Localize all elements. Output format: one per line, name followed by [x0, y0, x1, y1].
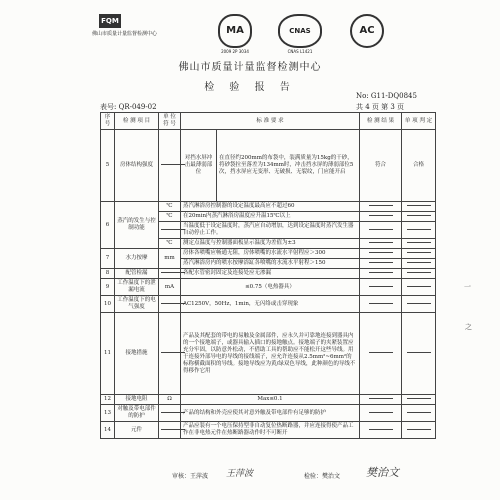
header-verdict: 单 项 判 定	[402, 113, 436, 130]
table-row	[101, 279, 436, 296]
row-unit: ℃	[159, 239, 181, 249]
row-verdict-empty	[402, 269, 436, 279]
page-info: 共 4 页 第 3 页	[356, 103, 405, 111]
header-requirement: 标 准 要 求	[181, 113, 360, 130]
row-result-empty	[360, 222, 402, 239]
row-result-empty	[360, 395, 402, 405]
row-requirement: 蒸汽淋浴房内的喷水按摩浴缸各喷嘴的水流水平射程＞150	[181, 259, 360, 269]
row-seq: 7	[101, 249, 115, 269]
row-unit-empty	[159, 405, 181, 422]
row-requirement: Max≤0.1	[181, 395, 360, 405]
row-requirement: 当温度低于设定温度时，蒸汽应自动增加，达到设定温度时蒸汽发生器自动停止工作。	[181, 222, 360, 239]
row-requirement: 产品及其配套的带电的易触及金属部件，应永久并可靠地连接到器具内的一个接地端子，或器具输入插口的接地触点。接地端子的夹紧装置应充分牢固，以防意外松动，不借助工具的帮助应不能松开这些导线。用于连接外部导电的导线的接线端子，应允许连接从2.5mm²~6mm²的标称横截面积的导线。接地导线应为黄/绿双色导线，此种颜色的导线不得移作它用	[181, 313, 360, 395]
row-seq: 12	[101, 395, 115, 405]
cnas-seal	[278, 14, 322, 54]
row-item: 水力按摩	[115, 249, 159, 269]
table-row	[101, 296, 436, 313]
row-result-empty	[360, 422, 402, 439]
row-verdict-empty	[402, 222, 436, 239]
row-item: 元件	[115, 422, 159, 439]
cma-seal-caption: 2009 2P 3034	[221, 49, 249, 54]
row-seq: 10	[101, 296, 115, 313]
row-result-empty	[360, 296, 402, 313]
row-unit: ℃	[159, 212, 181, 222]
check-label: 检验：	[304, 473, 323, 480]
row-requirement: 产品应装有一个电压保持型非自动复位热断路器，并应连接得使产品工作在非电热元件在热断路器动作时不可断开	[181, 422, 360, 439]
row-requirement: 测定点温度与控制器面板显示温度为差值为±3	[181, 239, 360, 249]
cnas-seal-mark: CNAS	[278, 14, 322, 48]
auditor-block	[172, 471, 208, 480]
fqm-logo	[92, 14, 158, 37]
form-number: 表号: QR-049-02	[100, 103, 157, 111]
row-unit-empty	[159, 269, 181, 279]
row-item: 工作温度下的泄漏电流	[115, 279, 159, 296]
row-item: 接地措施	[115, 313, 159, 395]
row-result-empty	[360, 313, 402, 395]
row-verdict-empty	[402, 202, 436, 212]
header-result: 检 测 结 果	[360, 113, 402, 130]
row-requirement: AC1250V，50Hz，1min，无闪络或击穿现象	[181, 296, 360, 313]
table-row	[101, 130, 436, 202]
row-verdict-empty	[402, 279, 436, 296]
row-verdict-empty	[402, 395, 436, 405]
table-row	[101, 422, 436, 439]
row-seq: 6	[101, 202, 115, 249]
row-result-empty	[360, 279, 402, 296]
row-result-empty	[360, 249, 402, 259]
auditor-signature: 王萍波	[226, 469, 254, 479]
ac-seal-mark: AC	[350, 14, 384, 48]
margin-mark-1: 一	[464, 283, 471, 291]
row-unit: mm	[159, 249, 181, 269]
row-verdict: 合格	[402, 130, 436, 202]
row-result-empty	[360, 239, 402, 249]
row-requirement: 产品的结构和外壳应使其对意外触及带电部件有足够的防护	[181, 405, 360, 422]
auditor-name: 王萍波	[190, 473, 209, 480]
row-requirement: 房体各喷嘴应畅通无阻，房体喷嘴的水流水平射程应＞300	[181, 249, 360, 259]
report-title: 佛山市质量计量监督检测中心	[178, 62, 322, 73]
row-unit: Ω	[159, 395, 181, 405]
header-seq: 序号	[101, 113, 115, 130]
row-unit-empty	[159, 296, 181, 313]
table-row	[101, 405, 436, 422]
row-seq: 9	[101, 279, 115, 296]
table-row	[101, 395, 436, 405]
row-result-empty	[360, 269, 402, 279]
report-number: No: G11-DQ0845	[356, 92, 417, 100]
row-requirement: 在20min内蒸汽淋浴房温度应升温15℃以上	[181, 212, 360, 222]
row-verdict-empty	[402, 249, 436, 259]
row-subitem: 对挡水屏冲击最薄弱部位	[181, 130, 217, 202]
row-requirement: ≤0.75（电热器具）	[181, 279, 360, 296]
row-item: 房体结构强度	[115, 130, 159, 202]
cma-seal	[218, 14, 252, 54]
row-result-empty	[360, 405, 402, 422]
row-unit-empty	[159, 422, 181, 439]
row-result-empty	[360, 202, 402, 212]
row-seq: 11	[101, 313, 115, 395]
header-unit: 单 位 符 号	[159, 113, 181, 130]
row-result-empty	[360, 259, 402, 269]
header-item: 检 测 项 目	[115, 113, 159, 130]
table-row	[101, 313, 436, 395]
logo-bar	[88, 14, 398, 58]
fqm-caption: 佛山市质量计量监督检测中心	[92, 31, 158, 37]
row-requirement: 在直径约200mm的布袋中，装满质量为15kg的干砂，将砂袋拉至落差为134mm时，冲击挡水屏的薄弱部位5次，挡水屏应无变形、无破损、无裂纹，门应能开启	[217, 130, 360, 202]
row-requirement: 蒸汽淋浴房控制器的设定温度最高应不超过60	[181, 202, 360, 212]
row-verdict-empty	[402, 239, 436, 249]
row-verdict-empty	[402, 212, 436, 222]
checker-signature: 樊治文	[366, 466, 399, 479]
row-item: 对触及带电部件的防护	[115, 405, 159, 422]
row-requirement: 各配水管密封固定及连接处应无渗漏	[181, 269, 360, 279]
table-row	[101, 202, 436, 212]
row-unit: ℃	[159, 202, 181, 212]
ac-seal	[350, 14, 384, 48]
table-header-row	[101, 113, 436, 130]
test-table	[100, 112, 436, 439]
row-unit: mA	[159, 279, 181, 296]
audit-label: 审核：	[172, 473, 191, 480]
table-row	[101, 249, 436, 259]
row-unit-empty	[159, 313, 181, 395]
row-result: 符合	[360, 130, 402, 202]
checker-name: 樊治文	[322, 473, 341, 480]
row-seq: 14	[101, 422, 115, 439]
row-item: 配管检漏	[115, 269, 159, 279]
cma-seal-mark: MA	[218, 14, 252, 48]
row-item: 工作温度下的电气强度	[115, 296, 159, 313]
cnas-seal-caption: CNAS L1421	[287, 49, 313, 54]
table-row	[101, 269, 436, 279]
row-verdict-empty	[402, 422, 436, 439]
fqm-mark: FQM	[99, 14, 121, 28]
row-result-empty	[360, 212, 402, 222]
row-seq: 5	[101, 130, 115, 202]
row-verdict-empty	[402, 405, 436, 422]
row-item: 接地电阻	[115, 395, 159, 405]
row-seq: 13	[101, 405, 115, 422]
row-verdict-empty	[402, 296, 436, 313]
row-verdict-empty	[402, 313, 436, 395]
margin-mark-2: 之	[465, 323, 472, 331]
row-item: 蒸汽的发生与控制功能	[115, 202, 159, 249]
row-verdict-empty	[402, 259, 436, 269]
row-unit-empty	[159, 130, 181, 202]
row-seq: 8	[101, 269, 115, 279]
report-subtitle: 检 验 报 告	[204, 82, 296, 93]
row-unit-empty	[159, 222, 181, 239]
checker-block	[304, 471, 340, 480]
